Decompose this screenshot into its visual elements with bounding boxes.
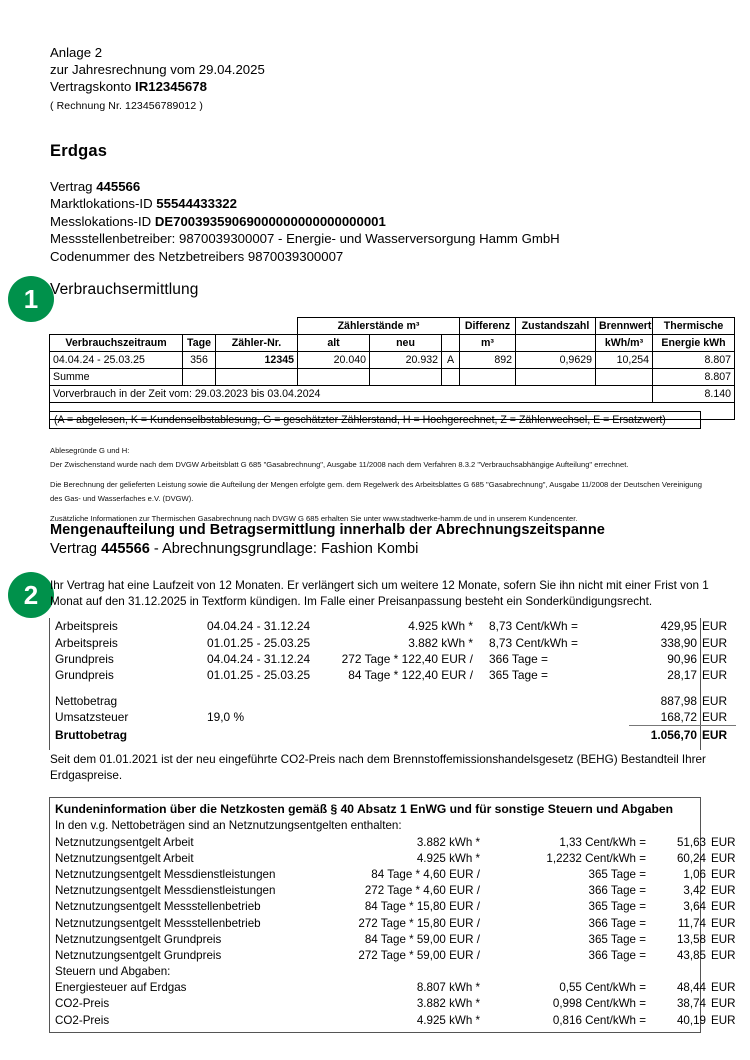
kinfo-label: Netznutzungsentgelt Grundpreis — [55, 932, 222, 946]
kundeninformation-title: Kundeninformation über die Netzkosten gemäß § 40 Absatz 1 EnWG und für sonstige Steuern und Abgaben — [55, 802, 673, 816]
empty-cell — [207, 693, 325, 709]
cell-zeitraum: 04.04.24 - 25.03.25 — [50, 352, 183, 369]
cell-vorverbrauch-label: Vorverbrauch in der Zeit vom: 29.03.2023 bis 03.04.2024 — [50, 386, 653, 403]
kinfo-amount: 1,06 — [683, 867, 706, 881]
price-row — [50, 634, 736, 650]
kinfo-currency: EUR — [711, 948, 736, 962]
price-spacer-row — [50, 684, 736, 693]
kundeninformation-box — [49, 797, 736, 1033]
cell-flag: A — [442, 352, 460, 369]
table-group-header-row — [50, 318, 735, 335]
meta-vertrag — [50, 178, 560, 195]
cell-tage: 356 — [183, 352, 216, 369]
price-label: Arbeitspreis — [55, 619, 118, 634]
kinfo-rate: 365 Tage = — [588, 900, 646, 914]
kinfo-row — [50, 899, 750, 915]
price-amount: 429,95 — [660, 619, 697, 634]
messlokation-value: DE70039359069000000000000000001 — [154, 213, 386, 229]
meta-messlokation — [50, 213, 560, 230]
cell-vorverbrauch-value: 8.140 — [653, 386, 735, 403]
abrechnungsgrundlage-post: - Abrechnungsgrundlage: Fashion Kombi — [149, 540, 419, 557]
step-badge-1: 1 — [8, 276, 54, 322]
kinfo-quantity: 84 Tage * 59,00 EUR / — [364, 932, 480, 946]
kinfo-row — [50, 915, 750, 931]
kinfo-rate: 0,998 Cent/kWh = — [552, 997, 646, 1011]
cell-neu: 20.932 — [370, 352, 442, 369]
empty-cell — [325, 709, 479, 725]
fineprint-ablesegruende-title: Ablesegründe G und H: — [50, 446, 130, 455]
empty-cell — [370, 369, 442, 386]
brutto-amount: 1.056,70 — [650, 727, 697, 742]
kinfo-amount: 3,64 — [683, 900, 706, 914]
brutto-label: Bruttobetrag — [55, 727, 127, 742]
col-flag — [442, 335, 460, 352]
mengenaufteilung-line1: Mengenaufteilung und Betragsermittlung innerhalb der Abrechnungszeitspanne — [50, 522, 605, 538]
consumption-table — [49, 317, 735, 420]
netto-amount: 887,98 — [660, 693, 697, 708]
kinfo-label: Netznutzungsentgelt Messdienstleistungen — [55, 884, 276, 898]
price-bottom-spacer — [50, 743, 736, 750]
empty-cell — [460, 369, 516, 386]
price-quantity: 84 Tage * 122,40 EUR / — [348, 668, 473, 683]
vertragskonto-value: IR12345678 — [135, 79, 207, 94]
col-brennwert-unit: kWh/m³ — [596, 335, 653, 352]
meta-codenummer: Codenummer des Netzbetreibers 9870039300007 — [50, 248, 344, 264]
kinfo-currency: EUR — [711, 997, 736, 1011]
kinfo-rate: 366 Tage = — [588, 948, 646, 962]
cell-summe-label: Summe — [50, 369, 183, 386]
kinfo-quantity: 272 Tage * 59,00 EUR / — [358, 948, 480, 962]
kinfo-label: CO2-Preis — [55, 997, 110, 1011]
kinfo-quantity: 4.925 kWh * — [416, 851, 480, 865]
kinfo-row — [50, 834, 750, 850]
price-amount: 338,90 — [660, 635, 697, 650]
kinfo-amount: 51,63 — [676, 835, 706, 849]
ust-label: Umsatzsteuer — [55, 710, 129, 725]
steuern-section-label: Steuern und Abgaben: — [55, 965, 171, 979]
brutto-currency: EUR — [702, 727, 728, 742]
kinfo-label: Netznutzungsentgelt Arbeit — [55, 835, 194, 849]
price-period: 01.01.25 - 25.03.25 — [207, 635, 311, 650]
vertragskonto-label: Vertragskonto — [50, 79, 132, 94]
kinfo-rate: 365 Tage = — [588, 932, 646, 946]
abrechnungsgrundlage-pre: Vertrag — [50, 540, 102, 557]
empty-cell — [50, 684, 736, 693]
kinfo-amount: 38,74 — [676, 997, 706, 1011]
empty-cell — [442, 369, 460, 386]
kinfo-row — [50, 883, 750, 899]
col-differenz-unit: m³ — [460, 335, 516, 352]
header-zaehlerstaende: Zählerstände m³ — [298, 318, 460, 335]
col-thermische-unit: Energie kWh — [653, 335, 735, 352]
kinfo-quantity: 272 Tage * 4,60 EUR / — [364, 884, 480, 898]
empty-cell — [216, 318, 298, 335]
co2-price-note: Seit dem 01.01.2021 ist der neu eingeführte CO2-Preis nach dem Brennstoffemissionshandelsgesetz (BEHG) Bestandteil Ihrer Erdgaspreise. — [50, 753, 706, 782]
kinfo-currency: EUR — [711, 981, 736, 995]
empty-cell — [216, 369, 298, 386]
price-amount: 90,96 — [667, 651, 697, 666]
umsatzsteuer-row — [50, 709, 736, 725]
price-rate: 366 Tage = — [489, 651, 548, 666]
empty-cell — [298, 369, 370, 386]
product-title: Erdgas — [50, 142, 108, 160]
kinfo-label: Energiesteuer auf Erdgas — [55, 981, 187, 995]
header-line-jahresrechnung: zur Jahresrechnung vom 29.04.2025 — [50, 62, 265, 77]
table-column-header-row — [50, 335, 735, 352]
price-breakdown-block — [49, 618, 728, 750]
col-neu: neu — [370, 335, 442, 352]
price-label: Grundpreis — [55, 651, 114, 666]
cell-thermische: 8.807 — [653, 352, 735, 369]
header-line-vertragskonto — [50, 78, 265, 95]
empty-cell — [50, 743, 736, 750]
fineprint-block — [50, 444, 710, 533]
contract-term-paragraph: Ihr Vertrag hat eine Laufzeit von 12 Monaten. Er verlängert sich um weitere 12 Monate, sofern Sie ihn nicht mit einer Frist von 1 Monat auf den 31.12.2025 in Textform kündigen. Im Falle einer Preisanpassung besteht ein Sonderkündigungsrecht. — [50, 579, 709, 608]
price-quantity: 4.925 kWh * — [408, 619, 473, 634]
empty-cell — [50, 318, 183, 335]
kinfo-row — [50, 850, 750, 866]
kinfo-tax-row — [50, 996, 750, 1012]
section-heading-mengenaufteilung — [50, 521, 605, 558]
empty-cell — [479, 726, 629, 742]
ust-currency: EUR — [702, 710, 728, 725]
price-quantity: 272 Tage * 122,40 EUR / — [341, 651, 473, 666]
price-currency: EUR — [702, 619, 728, 634]
kinfo-amount: 60,24 — [676, 851, 706, 865]
ust-amount: 168,72 — [660, 710, 697, 725]
netto-label: Nettobetrag — [55, 693, 118, 708]
cell-summe-value: 8.807 — [653, 369, 735, 386]
empty-cell — [325, 693, 479, 709]
kinfo-quantity: 8.807 kWh * — [416, 981, 480, 995]
empty-cell — [183, 318, 216, 335]
kinfo-rate: 365 Tage = — [588, 867, 646, 881]
ust-rate: 19,0 % — [207, 710, 245, 725]
kinfo-row — [50, 947, 750, 963]
col-zustandszahl-unit — [516, 335, 596, 352]
kinfo-rate: 366 Tage = — [588, 884, 646, 898]
kinfo-quantity: 84 Tage * 4,60 EUR / — [371, 867, 480, 881]
col-verbrauchszeitraum: Verbrauchszeitraum — [50, 335, 183, 352]
kundeninformation-table — [50, 834, 750, 1028]
price-label: Grundpreis — [55, 668, 114, 683]
table-row-vorverbrauch — [50, 386, 735, 403]
kinfo-currency: EUR — [711, 916, 736, 930]
cell-alt: 20.040 — [298, 352, 370, 369]
kinfo-currency: EUR — [711, 932, 736, 946]
cell-differenz: 892 — [460, 352, 516, 369]
cell-zustandszahl: 0,9629 — [516, 352, 596, 369]
cell-zaehler-nr: 12345 — [216, 352, 298, 369]
vertrag-label: Vertrag — [50, 179, 93, 194]
netto-row — [50, 693, 736, 709]
kinfo-currency: EUR — [711, 835, 736, 849]
kinfo-quantity: 3.882 kWh * — [416, 835, 480, 849]
header-line-anlage: Anlage 2 — [50, 45, 103, 60]
header-brennwert: Brennwert — [596, 318, 653, 335]
kinfo-amount: 13,58 — [676, 932, 706, 946]
header-thermische: Thermische — [653, 318, 735, 335]
document-header — [50, 44, 265, 115]
meta-marktlokation — [50, 195, 560, 212]
kinfo-amount: 43,85 — [676, 948, 706, 962]
kinfo-tax-row — [50, 980, 750, 996]
kinfo-quantity: 4.925 kWh * — [416, 1013, 480, 1027]
kinfo-label: CO2-Preis — [55, 1013, 110, 1027]
empty-cell — [183, 369, 216, 386]
kinfo-section-row — [50, 964, 750, 980]
kinfo-currency: EUR — [711, 1013, 736, 1027]
section-heading-verbrauchsermittlung: Verbrauchsermittlung — [50, 281, 199, 298]
kinfo-label: Netznutzungsentgelt Messstellenbetrieb — [55, 916, 261, 930]
kinfo-amount: 40,19 — [676, 1013, 706, 1027]
empty-cell — [207, 726, 325, 742]
price-row — [50, 651, 736, 667]
kinfo-amount: 3,42 — [683, 884, 706, 898]
kinfo-rate: 0,55 Cent/kWh = — [559, 981, 646, 995]
price-currency: EUR — [702, 635, 728, 650]
empty-cell — [479, 709, 629, 725]
kinfo-currency: EUR — [711, 884, 736, 898]
kinfo-quantity: 84 Tage * 15,80 EUR / — [364, 900, 480, 914]
header-differenz: Differenz — [460, 318, 516, 335]
price-rate: 8,73 Cent/kWh = — [489, 635, 578, 650]
vertrag-value: 445566 — [96, 179, 141, 194]
kinfo-row — [50, 866, 750, 882]
brutto-row — [50, 726, 736, 742]
kinfo-label: Netznutzungsentgelt Messdienstleistungen — [55, 867, 276, 881]
table-row-summe — [50, 369, 735, 386]
col-zaehler-nr: Zähler-Nr. — [216, 335, 298, 352]
messlokation-label: Messlokations-ID — [50, 213, 152, 229]
price-label: Arbeitspreis — [55, 635, 118, 650]
price-breakdown-table — [50, 618, 736, 750]
price-row — [50, 667, 736, 683]
reading-code-legend: (A = abgelesen, K = Kundenselbstablesung, G = geschätzter Zählerstand, H = Hochgerechnet, Z = Zählerwechsel, E = Ersatzwert) — [49, 411, 701, 429]
kinfo-currency: EUR — [711, 900, 736, 914]
header-line-rechnungsnummer: ( Rechnung Nr. 123456789012 ) — [50, 100, 203, 112]
marktlokation-label: Marktlokations-ID — [50, 196, 153, 212]
kinfo-amount: 11,74 — [677, 916, 706, 930]
kinfo-rate: 0,816 Cent/kWh = — [552, 1013, 646, 1027]
price-period: 01.01.25 - 25.03.25 — [207, 668, 311, 683]
kinfo-currency: EUR — [711, 851, 736, 865]
kinfo-rate: 1,33 Cent/kWh = — [559, 835, 646, 849]
kinfo-quantity: 272 Tage * 15,80 EUR / — [358, 916, 480, 930]
kinfo-rate: 1,2232 Cent/kWh = — [546, 851, 646, 865]
kinfo-tax-row — [50, 1012, 750, 1028]
mengenaufteilung-line2 — [50, 540, 605, 559]
empty-cell — [596, 369, 653, 386]
netto-currency: EUR — [702, 693, 728, 708]
empty-cell — [479, 693, 629, 709]
col-alt: alt — [298, 335, 370, 352]
empty-cell — [325, 726, 479, 742]
kinfo-rate: 366 Tage = — [588, 916, 646, 930]
kinfo-label: Netznutzungsentgelt Messstellenbetrieb — [55, 900, 261, 914]
price-amount: 28,17 — [667, 668, 697, 683]
marktlokation-value: 55544433322 — [156, 196, 237, 212]
contract-meta — [50, 178, 560, 265]
fineprint-zwischenstand: Der Zwischenstand wurde nach dem DVGW Arbeitsblatt G 685 "Gasabrechnung", Ausgabe 11/2008 nach dem Verfahren 8.3.2 "Verbrauchsabhängige Aufteilung" errechnet. — [50, 459, 629, 469]
abrechnungsgrundlage-contract: 445566 — [101, 540, 150, 557]
fineprint-berechnung: Die Berechnung der gelieferten Leistung sowie die Aufteilung der Mengen erfolgte gem. dem Regelwerk des Arbeitsblattes G 685 "Gasabrechnung", Ausgabe 11/2008 der Deutschen Vereinigung des Gas- und Wasserfaches e.V. (DVGW). — [50, 480, 702, 503]
kinfo-row — [50, 931, 750, 947]
price-currency: EUR — [702, 651, 728, 666]
price-quantity: 3.882 kWh * — [408, 635, 473, 650]
empty-cell — [516, 369, 596, 386]
kinfo-label: Netznutzungsentgelt Grundpreis — [55, 948, 222, 962]
kinfo-amount: 48,44 — [676, 981, 706, 995]
price-rate: 8,73 Cent/kWh = — [489, 619, 578, 634]
cell-brennwert: 10,254 — [596, 352, 653, 369]
fineprint-zusatzinfo: Zusätzliche Informationen zur Thermischen Gasabrechnung nach DVGW G 685 erhalten Sie unter www.stadtwerke-hamm.de und in unserem Kundencenter. — [50, 514, 578, 524]
price-currency: EUR — [702, 668, 728, 683]
kinfo-currency: EUR — [711, 867, 736, 881]
price-rate: 365 Tage = — [489, 668, 548, 683]
header-zustandszahl: Zustandszahl — [516, 318, 596, 335]
kinfo-label: Netznutzungsentgelt Arbeit — [55, 851, 194, 865]
kinfo-quantity: 3.882 kWh * — [416, 997, 480, 1011]
meta-messstellenbetreiber: Messstellenbetreiber: 9870039300007 - Energie- und Wasserversorgung Hamm GmbH — [50, 231, 560, 247]
table-row — [50, 352, 735, 369]
price-period: 04.04.24 - 31.12.24 — [207, 619, 311, 634]
price-period: 04.04.24 - 31.12.24 — [207, 651, 311, 666]
kundeninformation-subtitle: In den v.g. Nettobeträgen sind an Netznutzungsentgelten enthalten: — [55, 819, 402, 832]
price-row — [50, 618, 736, 634]
step-badge-2: 2 — [8, 572, 54, 618]
col-tage: Tage — [183, 335, 216, 352]
